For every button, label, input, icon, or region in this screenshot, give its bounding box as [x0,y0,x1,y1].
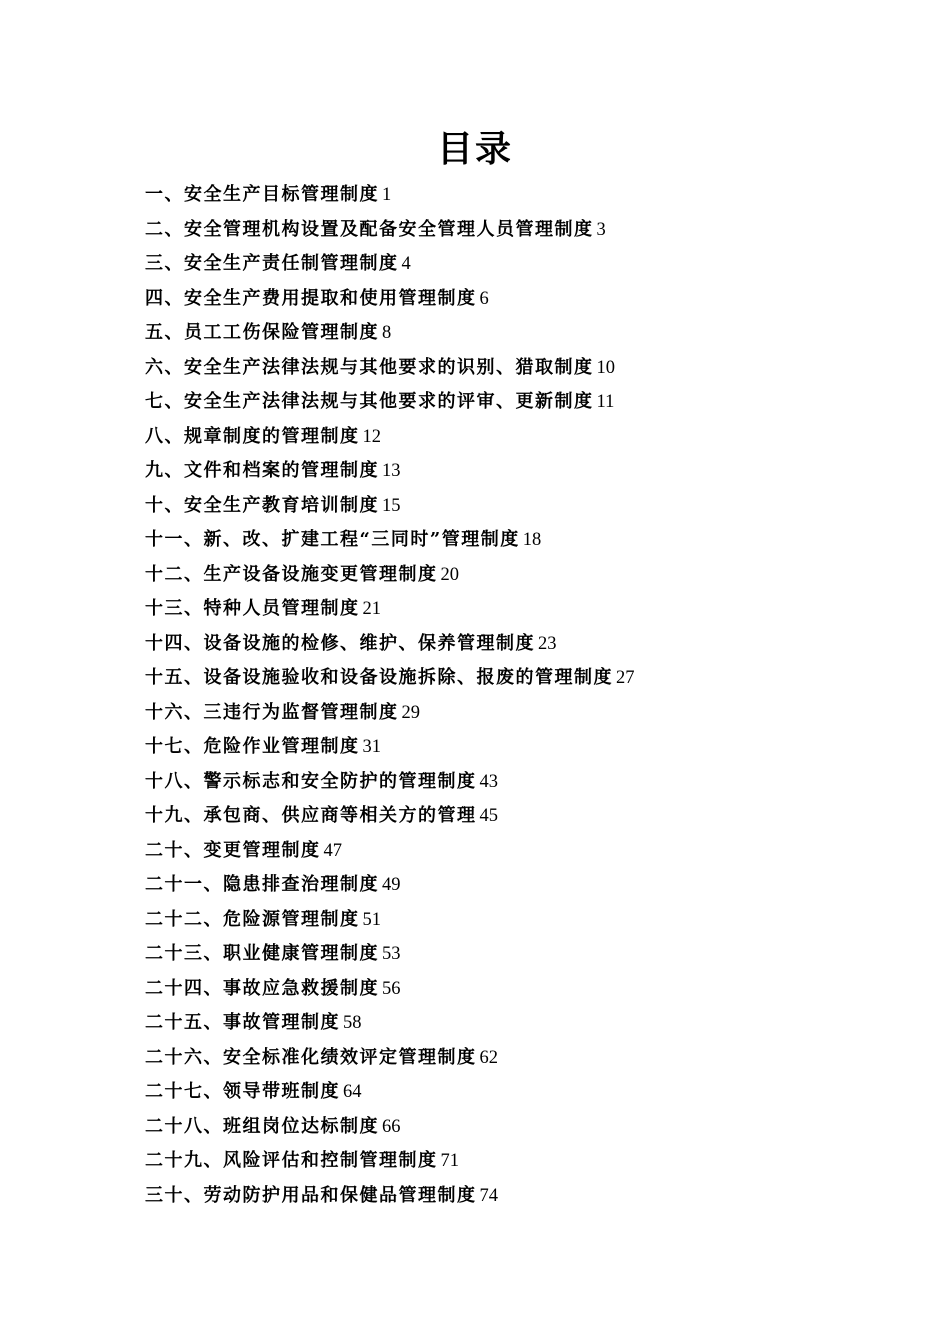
toc-page-number: 13 [382,461,401,481]
toc-entry-title: 四、安全生产费用提取和使用管理制度 [145,287,477,309]
toc-page-number: 66 [382,1116,401,1137]
toc-entry-title: 二十四、事故应急救援制度 [145,977,379,999]
toc-page-number: 23 [538,633,557,654]
toc-page-number: 18 [522,530,542,550]
toc-item[interactable] [145,661,865,696]
toc-page-number: 1 [382,185,392,205]
toc-item[interactable] [145,834,865,869]
toc-page-number: 10 [596,357,615,378]
toc-item[interactable] [145,903,865,938]
toc-entry-title: 二、安全管理机构设置及配备安全管理人员管理制度 [145,218,594,240]
toc-entry-title: 十二、生产设备设施变更管理制度 [145,563,438,585]
toc-item[interactable] [145,1075,865,1110]
toc-item[interactable] [145,627,865,662]
toc-page-number: 29 [401,702,420,723]
toc-item[interactable] [145,1144,865,1179]
toc-entry-title: 二十一、隐患排查治理制度 [145,874,379,895]
toc-entry-title: 二十三、职业健康管理制度 [145,943,379,964]
toc-page-number: 20 [440,564,459,585]
toc-page-number: 49 [382,875,401,895]
toc-page-number: 6 [479,288,489,309]
toc-entry-title: 二十九、风险评估和控制管理制度 [145,1150,438,1171]
toc-page-number: 43 [479,771,498,792]
toc-page-number: 71 [440,1151,459,1171]
toc-list [145,178,865,1213]
toc-entry-title: 二十八、班组岗位达标制度 [145,1115,379,1137]
toc-page-number: 74 [479,1185,498,1206]
toc-entry-title: 七、安全生产法律法规与其他要求的评审、更新制度 [145,391,594,412]
toc-item[interactable] [145,696,865,731]
toc-item[interactable] [145,765,865,800]
toc-item[interactable] [145,868,865,903]
toc-item[interactable] [145,247,865,282]
toc-item[interactable] [145,454,865,489]
toc-page-number: 58 [343,1013,362,1033]
toc-page-number: 3 [596,219,606,240]
toc-page-number: 4 [401,254,411,274]
toc-page-number: 64 [343,1082,362,1102]
toc-item[interactable] [145,1041,865,1076]
toc-entry-title: 十三、特种人员管理制度 [145,598,360,619]
toc-entry-title: 二十五、事故管理制度 [145,1012,340,1033]
toc-entry-title: 三十、劳动防护用品和保健品管理制度 [145,1184,477,1206]
toc-page-number: 56 [382,978,401,999]
toc-entry-title: 十五、设备设施验收和设备设施拆除、报废的管理制度 [145,667,613,688]
toc-item[interactable] [145,730,865,765]
toc-entry-title: 二十六、安全标准化绩效评定管理制度 [145,1046,477,1068]
toc-entry-title: 十八、警示标志和安全防护的管理制度 [145,770,477,792]
toc-title: 目录 [436,129,513,170]
toc-item[interactable] [145,523,865,558]
toc-entry-title: 十七、危险作业管理制度 [145,736,360,757]
toc-entry-title: 二十、变更管理制度 [145,839,321,861]
toc-entry-title: 五、员工工伤保险管理制度 [145,322,379,343]
toc-entry-title: 六、安全生产法律法规与其他要求的识别、猎取制度 [145,356,594,378]
toc-entry-title: 九、文件和档案的管理制度 [145,460,379,481]
toc-item[interactable] [145,1110,865,1145]
toc-entry-title: 二十七、领导带班制度 [145,1081,340,1102]
toc-item[interactable] [145,558,865,593]
toc-entry-title: 十一、新、改、扩建工程“三同时”管理制度 [145,529,520,550]
toc-entry-title: 八、规章制度的管理制度 [145,425,360,447]
toc-page-number: 45 [479,806,498,826]
toc-page-number: 31 [362,737,381,757]
toc-page-number: 53 [382,944,401,964]
toc-entry-title: 十六、三违行为监督管理制度 [145,701,399,723]
toc-item[interactable] [145,1006,865,1041]
toc-item[interactable] [145,592,865,627]
toc-entry-title: 十九、承包商、供应商等相关方的管理 [145,805,477,826]
toc-entry-title: 十、安全生产教育培训制度 [145,494,379,516]
toc-item[interactable] [145,316,865,351]
toc-page-number: 8 [382,323,392,343]
toc-item[interactable] [145,489,865,524]
toc-page-number: 15 [382,495,401,516]
toc-page-number: 47 [323,840,342,861]
toc-item[interactable] [145,351,865,386]
toc-page-number: 12 [362,426,381,447]
toc-item[interactable] [145,972,865,1007]
toc-entry-title: 一、安全生产目标管理制度 [145,184,379,205]
toc-item[interactable] [145,178,865,213]
toc-item[interactable] [145,1179,865,1214]
toc-page-number: 62 [479,1047,498,1068]
toc-item[interactable] [145,213,865,248]
toc-entry-title: 三、安全生产责任制管理制度 [145,253,399,274]
toc-entry-title: 十四、设备设施的检修、维护、保养管理制度 [145,632,535,654]
toc-page-number: 51 [362,909,381,930]
toc-item[interactable] [145,937,865,972]
toc-page-number: 27 [616,668,635,688]
toc-item[interactable] [145,420,865,455]
toc-page-number: 11 [596,392,615,412]
toc-page-number: 21 [362,599,381,619]
toc-item[interactable] [145,385,865,420]
toc-entry-title: 二十二、危险源管理制度 [145,908,360,930]
toc-item[interactable] [145,282,865,317]
toc-item[interactable] [145,799,865,834]
